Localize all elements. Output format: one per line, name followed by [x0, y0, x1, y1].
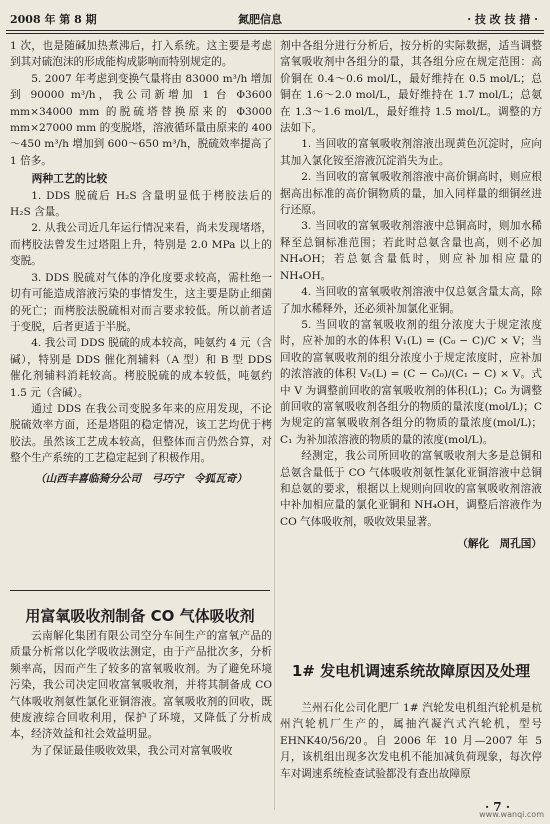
right-column-article3 — [280, 700, 542, 782]
author-credit: （解化 周孔国） — [457, 538, 542, 551]
header-rule — [6, 30, 544, 31]
issue-label: 2008 年 第 8 期 — [10, 13, 97, 26]
paragraph: 2. 从我公司近几年运行情况来看，尚未发现堵塔，而栲胶法曾发生过塔阻上升，特别是 2.0 MPa 以上的变脱。 — [10, 222, 272, 268]
paragraph: 1. DDS 脱硫后 H₂S 含量明显低于栲胶法后的 H₂S 含量。 — [10, 189, 272, 219]
paragraph: 3. DDS 脱硫对气体的净化度要求较高，需杜绝一切有可能造成溶液污染的事情发生，这主要是防止细菌的死亡；而栲胶法脱硫相对而言要求较低。所以前者适于变脱，后者更适于半脱。 — [10, 271, 272, 333]
paragraph: 为了保证最佳吸收效果，我公司对富氧吸收 — [31, 744, 233, 757]
left-column-article2 — [10, 628, 272, 759]
paragraph: 剂中各组分进行分析后，按分析的实际数据，适当调整富氧吸收剂中各组分的量，其各组分应在规定范围：高价铜在 0.4～0.6 mol/L，最好维持在 0.5 mol/L；总铜在 1.6～2.0 mol/L，最好维持在 1.7 mol/L；总氨在 1.3～1.6 mol/L，最好维持 1.5 mol/L。调整的方法如下。 — [280, 40, 542, 135]
column-divider — [274, 40, 275, 810]
paragraph: 5. 2007 年考虑到变换气量将由 83000 m³/h 增加到 90000 m³/h，我公司新增加 1 台 Φ3600 mm×34000 mm 的脱硫塔替换原来的 Φ3000 mm×27000 mm 的变脱塔，溶液循环量由原来的 400～450 m³/h 增加到 600～650 m³/h，脱硫效率提高了 1 倍多。 — [10, 72, 272, 167]
author-credit: （山西丰喜临猗分公司 弓巧宁 令狐瓦奇） — [35, 472, 247, 485]
paragraph: 通过 DDS 在我公司变脱多年来的应用发现，不论脱硫效率方面，还是塔阻的稳定情况，该工艺均优于栲胶法。虽然该工艺成本较高，但整体而言仍然合算，对整个生产系统的工艺稳定起到了积极作用。 — [10, 402, 272, 465]
page-header — [0, 0, 550, 32]
paragraph: 1 次，也是随碱加热煮沸后，打入系统。这主要是考虑到其对硫泡沫的形成能构成影响而特别规定的。 — [10, 40, 272, 69]
article-title: 用富氧吸收剂制备 CO 气体吸收剂 — [10, 590, 270, 635]
paragraph: 1. 当回收的富氧吸收剂溶液出现黄色沉淀时，应向其加入氯化铵至溶液沉淀消失为止。 — [280, 138, 542, 167]
paragraph: 云南解化集团有限公司空分车间生产的富氧产品的质量分析常以化学吸收法测定，由于产品批次多，分析频率高，因而产生了较多的富氧吸收剂。为了避免环境污染，我公司决定回收富氧吸收剂，并将其制备成 CO 气体吸收剂氨性氯化亚铜溶液。富氧吸收剂的回收，既使废液综合回收利用，保护了环境，又降低了分析成本，经济效益和社会效益明显。 — [10, 630, 272, 741]
paragraph: 4. 当回收的富氧吸收剂溶液中仅总氨含量太高，除了加水稀释外，还必须补加氯化亚铜。 — [280, 286, 542, 315]
section-label: · 技 改 技 措 · — [467, 13, 538, 26]
watermark-text: www.wanqi.com — [479, 810, 544, 819]
paragraph: 3. 当回收的富氧吸收剂溶液中总铜高时，则加水稀释至总铜标准范围；若此时总氨含量也高，则不必加 NH₄OH；若总氨含量低时，则应补加相应量的 NH₄OH。 — [280, 220, 542, 282]
left-column — [10, 38, 272, 493]
header-rule-thin — [6, 33, 544, 34]
right-column — [280, 38, 542, 553]
article-title: 1# 发电机调速系统故障原因及处理 — [291, 662, 531, 680]
page-number: · 7 · — [484, 800, 510, 814]
paragraph: 5. 当回收的富氧吸收剂的组分浓度大于规定浓度时，应补加的水的体积 V₁(L) = (C₀ − C)/C × V；当回收的富氧吸收剂的组分浓度小于规定浓度时，应补加的浓溶液的体积 V₂(L) = (C − C₀)/(C₁ − C) × V。式中 V 为调整前回收的富氧吸收剂的体积(L)；C₀ 为调整前回收的富氧吸收剂各组分的物质的量浓度(mol/L)；C 为规定的富氧吸收剂各组分的物质的量浓度(mol/L)；C₁ 为补加浓溶液的物质的量的浓度(mol/L)。 — [280, 318, 542, 446]
paragraph: 2. 当回收的富氧吸收剂溶液中高价铜高时，则应根据高出标准的高价铜物质的量，加入同样量的细铜丝进行还原。 — [280, 171, 542, 217]
paragraph: 兰州石化公司化肥厂 1# 汽轮发电机组汽轮机是杭州汽轮机厂生产的，属抽汽凝汽式汽轮机，型号 EHNK40/56/20。自 2006 年 10 月—2007 年 5 月，该机组出现多次发电机不能加减负荷现象，每次停车对调速系统检查试验都没有查出故障原 — [280, 702, 542, 780]
journal-title: 氮肥信息 — [238, 13, 282, 26]
subheading: 两种工艺的比较 — [31, 172, 108, 186]
paragraph: 4. 我公司 DDS 脱硫的成本较高，吨氨约 4 元（含碱），特别是 DDS 催化剂辅料（A 型）和 B 型 DDS 催化剂辅料消耗较高。栲胶脱硫的成本较低，吨氨约 1.5 元（含碱）。 — [10, 337, 272, 399]
paragraph: 经测定，我公司所回收的富氧吸收剂大多是总铜和总氨含量低于 CO 气体吸收剂氨性氯化亚铜溶液中总铜和总氨的要求，根据以上规则向回收的富氧吸收剂溶液中补加相应量的氯化亚铜和 NH₄OH，调整后溶液作为 CO 气体吸收剂，吸收效果显著。 — [280, 450, 542, 528]
